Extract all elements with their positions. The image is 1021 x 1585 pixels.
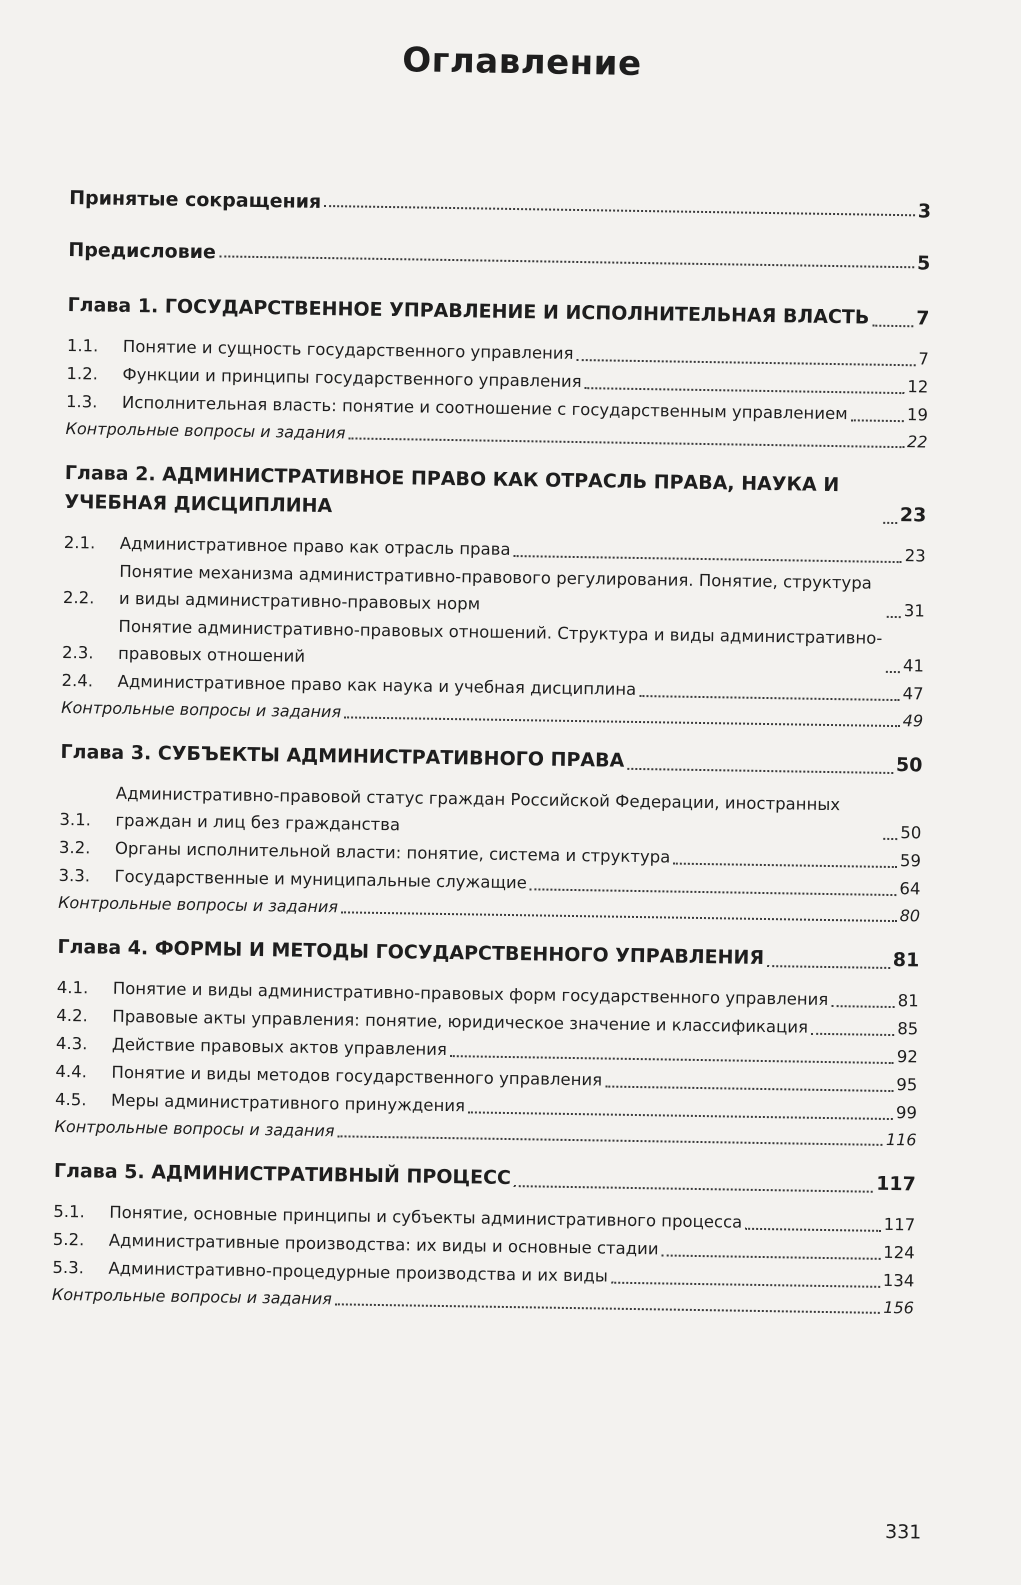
toc-page-number: 124 [883, 1242, 915, 1263]
section-number: 5.1. [53, 1201, 85, 1222]
toc-page-number: 7 [918, 349, 929, 369]
questions-title: Контрольные вопросы и задания [58, 892, 339, 917]
dot-leader [883, 838, 897, 840]
section-number: 2.4. [61, 670, 94, 691]
dot-leader [745, 1228, 880, 1232]
dot-leader [767, 965, 890, 969]
section-title: Правовые акты управления: понятие, юридическое значение и классификация [112, 1006, 809, 1037]
dot-leader [673, 863, 897, 869]
dot-leader [831, 1005, 894, 1008]
toc-page-number: 59 [899, 851, 922, 871]
table-of-contents [52, 179, 932, 1338]
toc-page-number: 22 [906, 432, 928, 452]
section-title: Действие правовых актов управления [111, 1034, 448, 1060]
toc-page-number: 99 [895, 1103, 918, 1123]
toc-page-number: 81 [897, 991, 919, 1011]
section-title: Административно-правовой статус граждан Российской Федерации, иностранных граждан и лиц без гражданства [115, 783, 841, 835]
toc-page-number: 31 [903, 601, 925, 621]
toc-page-number: 117 [883, 1214, 916, 1235]
chapter-title: Глава 5. АДМИНИСТРАТИВНЫЙ ПРОЦЕСС [53, 1159, 512, 1190]
dot-leader [883, 522, 897, 524]
section-title: Органы исполнительной власти: понятие, система и структура [114, 838, 671, 867]
dot-leader [887, 616, 901, 618]
section-number: 1.2. [66, 363, 99, 384]
toc-page-number: 5 [916, 252, 931, 275]
section-title: Понятие механизма административно-правового регулирования. Понятие, структура и виды административно-правовых норм [118, 561, 873, 614]
chapter-title: Глава 4. ФОРМЫ И МЕТОДЫ ГОСУДАРСТВЕННОГО УПРАВЛЕНИЯ [57, 935, 765, 970]
toc-page-number: 95 [896, 1075, 918, 1095]
toc-chapter-heading[interactable] [67, 291, 929, 334]
dot-leader [513, 555, 901, 563]
dot-leader [337, 1135, 883, 1146]
section-title: Функции и принципы государственного управления [122, 364, 582, 392]
toc-page-number: 64 [899, 879, 921, 899]
chapter-block [52, 1157, 916, 1321]
chapter-block [54, 933, 919, 1153]
dot-leader [335, 1303, 881, 1314]
toc-chapter-heading[interactable] [54, 1157, 916, 1200]
toc-page-number: 92 [896, 1047, 918, 1067]
dot-leader [639, 695, 899, 701]
section-title: Понятие административно-правовых отношений. Структура и виды административно-правовых отношений [117, 616, 883, 666]
toc-page-number: 49 [902, 711, 924, 731]
dot-leader [576, 359, 915, 366]
toc-page-number: 41 [902, 656, 925, 676]
toc-page-number: 134 [882, 1270, 915, 1291]
section-title: Понятие и виды административно-правовых форм государственного управления [112, 978, 829, 1010]
chapter-block [58, 738, 923, 929]
section-number: 4.2. [56, 1005, 89, 1026]
chapter-title: Глава 2. АДМИНИСТРАТИВНОЕ ПРАВО КАК ОТРАСЛЬ ПРАВА, НАУКА И УЧЕБНАЯ ДИСЦИПЛИНА [64, 461, 840, 518]
section-title: Понятие и виды методов государственного управления [111, 1062, 603, 1090]
chapter-title: Глава 1. ГОСУДАРСТВЕННОЕ УПРАВЛЕНИЕ И ИСПОЛНИТЕЛЬНАЯ ВЛАСТЬ [67, 293, 870, 329]
dot-leader [851, 419, 904, 422]
dot-leader [585, 387, 905, 394]
section-title: Административно-процедурные производства и их виды [108, 1258, 609, 1286]
toc-page-number: 116 [885, 1129, 917, 1150]
toc-entry-preface[interactable] [68, 239, 930, 275]
section-title: Исполнительная власть: понятие и соотношение с государственным управлением [121, 392, 848, 424]
section-number: 1.1. [66, 335, 99, 356]
chapter-title: Глава 3. СУБЪЕКТЫ АДМИНИСТРАТИВНОГО ПРАВА [60, 740, 625, 772]
section-number: 3.2. [58, 837, 91, 858]
section-number: 2.2. [62, 587, 95, 608]
questions-title: Контрольные вопросы и задания [51, 1284, 332, 1309]
section-number: 3.1. [59, 809, 92, 830]
section-title: Меры административного принуждения [110, 1090, 466, 1116]
section-number: 4.1. [56, 977, 89, 998]
page-title: Оглавление [401, 40, 642, 84]
toc-page-number: 85 [897, 1019, 919, 1039]
section-number: 5.3. [52, 1257, 85, 1278]
dot-leader [627, 768, 893, 774]
toc-page-number: 50 [895, 754, 923, 777]
dot-leader [872, 325, 913, 328]
dot-leader [611, 1282, 880, 1288]
toc-page-number: 23 [899, 504, 927, 527]
toc-chapter-heading[interactable] [60, 738, 922, 781]
chapters-list [52, 291, 930, 1320]
section-title: Административные производства: их виды и основные стадии [108, 1230, 659, 1259]
toc-page-number: 47 [902, 684, 924, 704]
section-title: Государственные и муниципальные служащие [114, 866, 528, 893]
toc-chapter-heading[interactable] [57, 933, 919, 976]
toc-page-number: 7 [916, 307, 930, 330]
section-number: 2.1. [63, 532, 96, 553]
section-title: Административное право как наука и учебная дисциплина [117, 671, 637, 699]
questions-title: Контрольные вопросы и задания [54, 1116, 335, 1141]
toc-entry-text: Принятые сокращения [69, 186, 322, 213]
section-title: Понятие, основные принципы и субъекты административного процесса [109, 1202, 743, 1232]
dot-leader [219, 255, 914, 268]
chapter-block [65, 291, 929, 455]
toc-page-number: 117 [875, 1172, 917, 1196]
toc-page-number: 12 [907, 377, 929, 397]
toc-page-number: 80 [899, 906, 921, 926]
dot-leader [530, 888, 897, 896]
dot-leader [341, 911, 897, 922]
section-title: Понятие и сущность государственного управления [122, 336, 574, 363]
toc-page-number: 23 [904, 546, 926, 566]
toc-entry-abbreviations[interactable] [69, 187, 931, 223]
toc-page-number: 81 [892, 949, 920, 972]
section-title: Административное право как отрасль права [119, 533, 511, 559]
questions-title: Контрольные вопросы и задания [61, 697, 342, 722]
dot-leader [514, 1185, 873, 1193]
dot-leader [886, 671, 900, 673]
dot-leader [468, 1111, 893, 1120]
toc-entry-text: Предисловие [68, 238, 217, 264]
section-number: 3.3. [58, 865, 91, 886]
toc-page-number: 50 [900, 823, 922, 843]
dot-leader [661, 1254, 880, 1259]
section-number: 4.3. [55, 1033, 88, 1054]
toc-page-number: 3 [917, 200, 932, 223]
toc-page-number: 156 [883, 1297, 915, 1318]
dot-leader [344, 716, 900, 727]
chapter-block [61, 459, 927, 734]
questions-title: Контрольные вопросы и задания [65, 418, 346, 443]
toc-chapter-heading[interactable] [64, 459, 927, 531]
section-number: 5.2. [52, 1229, 85, 1250]
page-number: 331 [884, 1520, 922, 1544]
dot-leader [450, 1055, 894, 1064]
toc-page-number: 19 [906, 405, 929, 425]
dot-leader [811, 1033, 894, 1036]
dot-leader [348, 437, 904, 448]
dot-leader [324, 205, 915, 216]
section-number: 4.4. [55, 1061, 88, 1082]
dot-leader [605, 1086, 893, 1093]
section-number: 1.3. [65, 391, 98, 412]
section-number: 2.3. [61, 642, 94, 663]
section-number: 4.5. [54, 1089, 87, 1110]
